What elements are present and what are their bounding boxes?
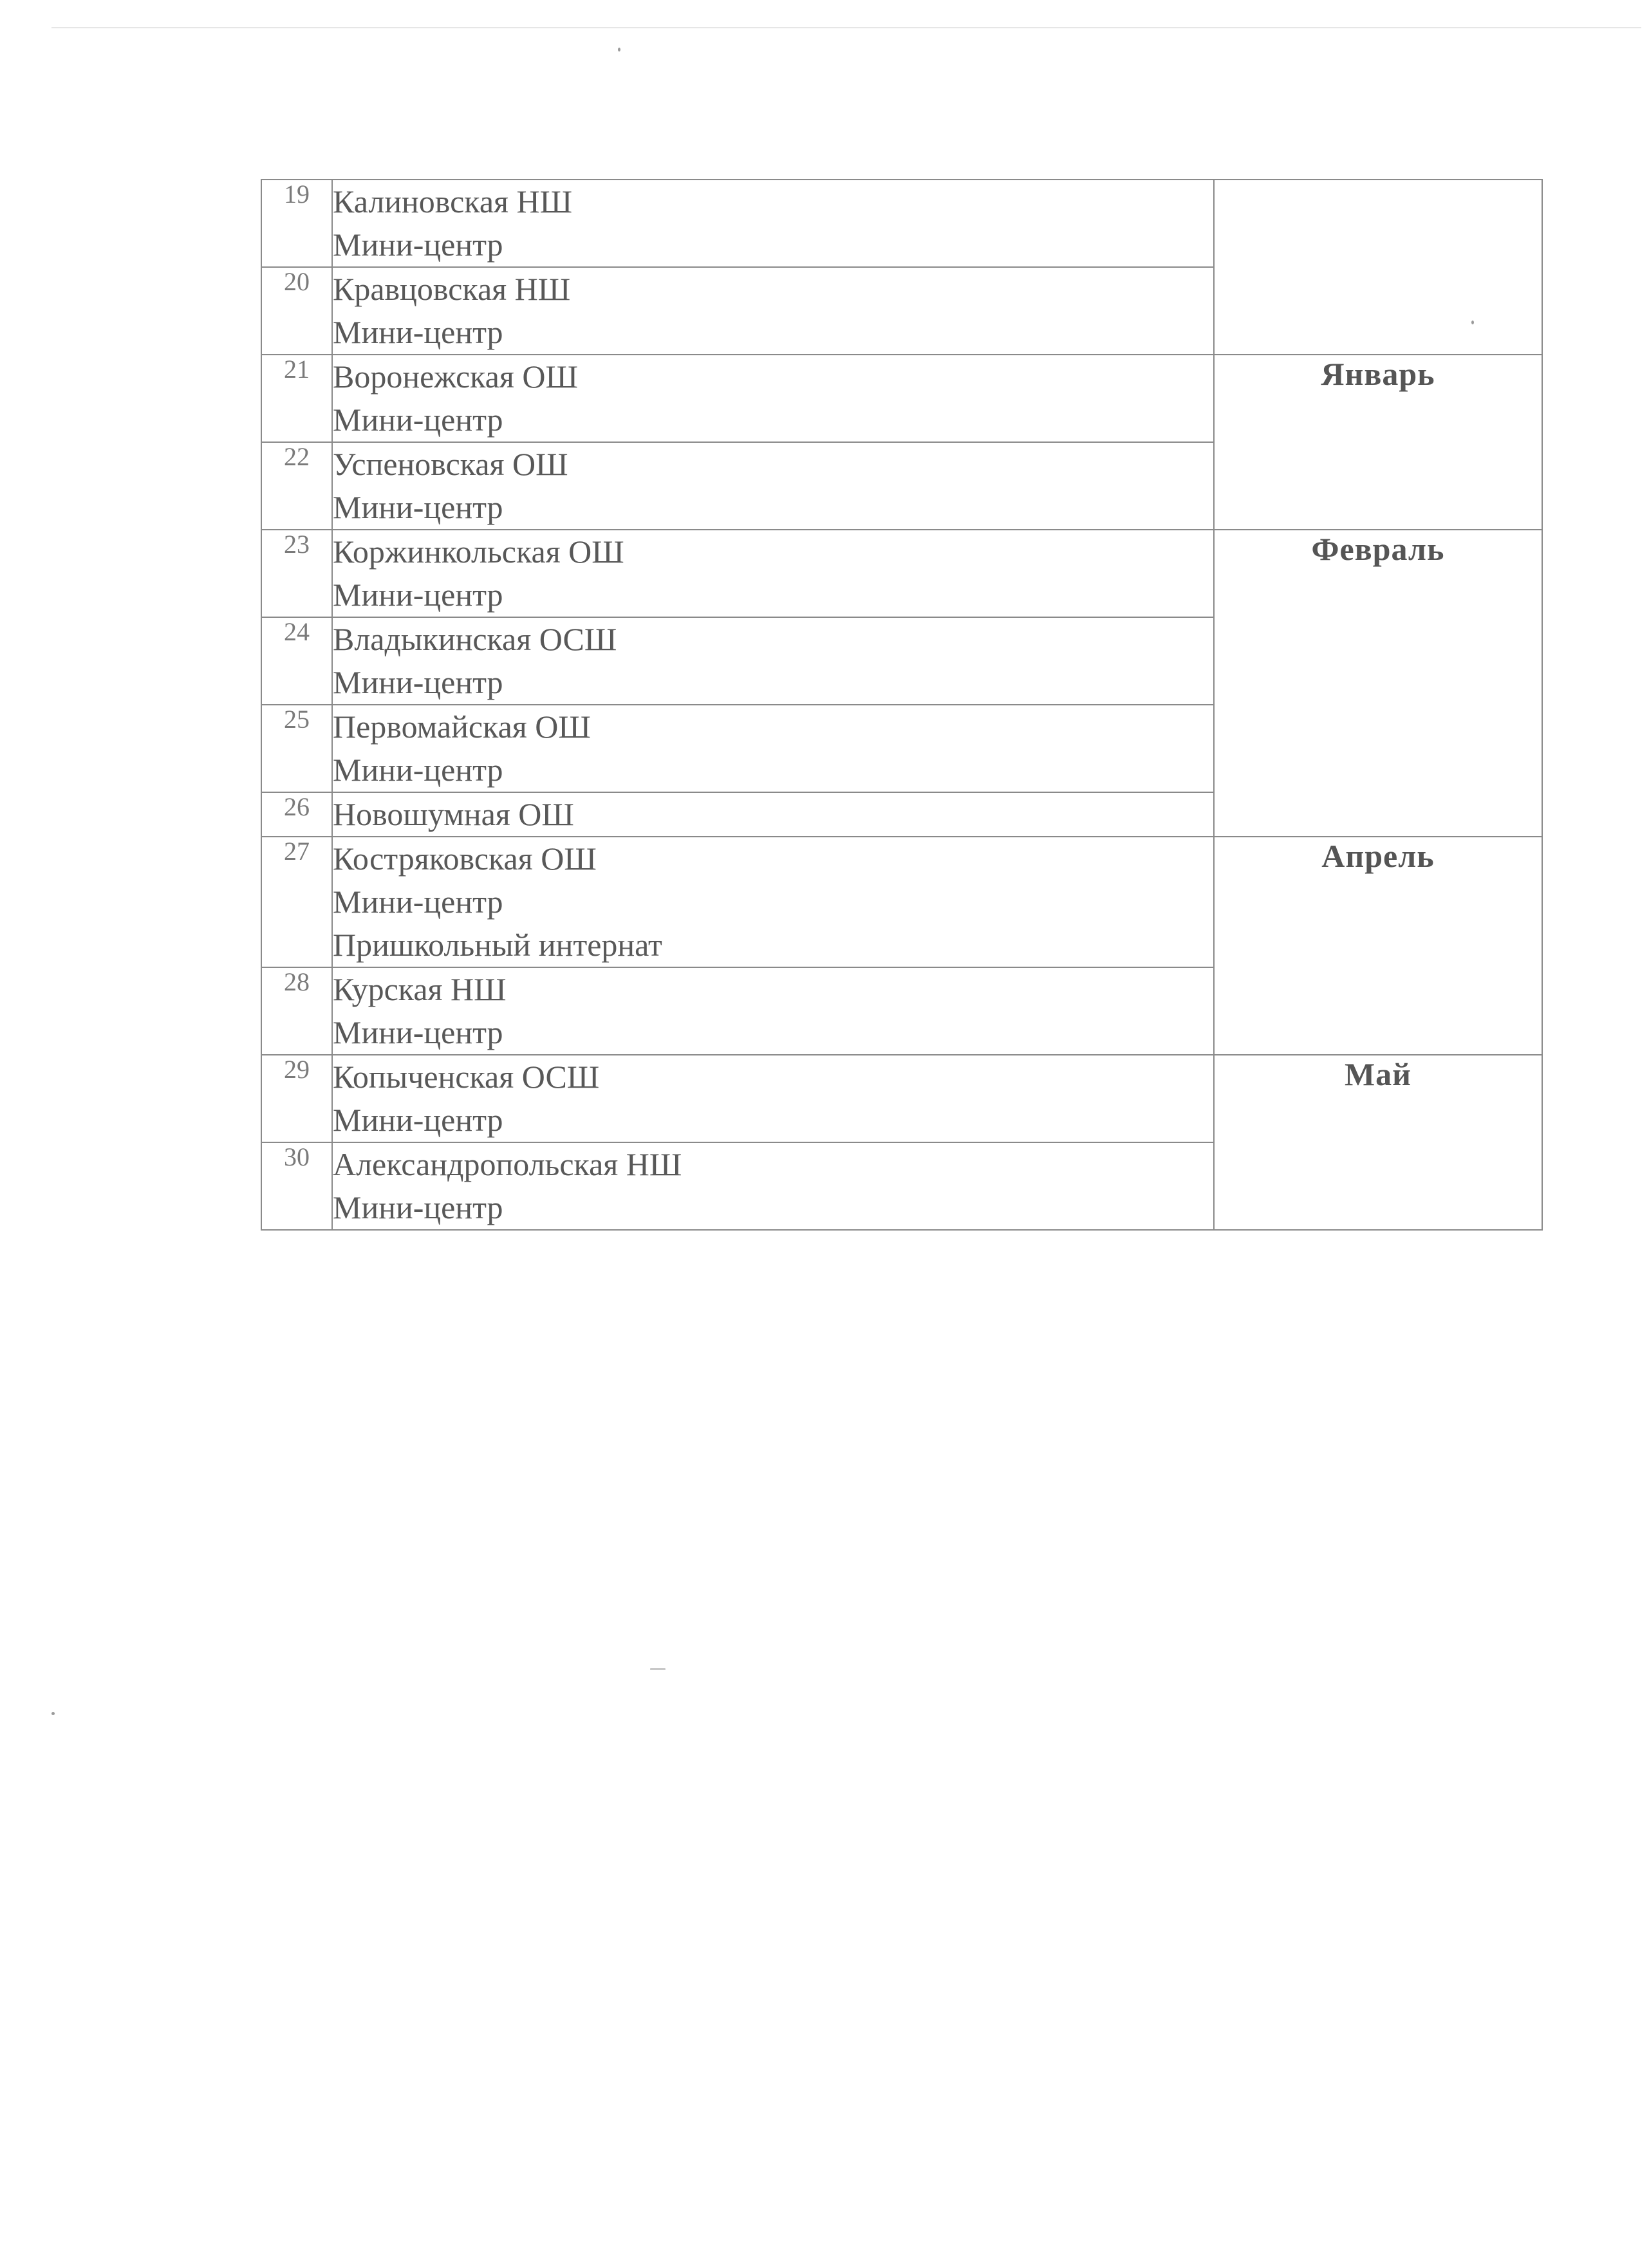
school-name: Новошумная ОШ <box>333 796 574 832</box>
row-number: 30 <box>261 1142 332 1230</box>
school-name: Успеновская ОШ <box>333 446 568 482</box>
school-subunit: Мини-центр <box>333 402 503 438</box>
month-cell: Апрель <box>1214 837 1542 1055</box>
table-row <box>261 530 1542 617</box>
school-name-cell <box>332 1142 1214 1230</box>
school-name-cell <box>332 1055 1214 1142</box>
school-name: Александропольская НШ <box>333 1146 682 1182</box>
row-number: 19 <box>261 180 332 267</box>
row-number: 24 <box>261 617 332 705</box>
school-name-cell <box>332 967 1214 1055</box>
school-name: Воронежская ОШ <box>333 358 578 395</box>
school-subunit: Мини-центр <box>333 884 503 920</box>
table-row <box>261 837 1542 967</box>
month-cell <box>1214 180 1542 355</box>
row-number: 22 <box>261 442 332 530</box>
school-name-cell <box>332 442 1214 530</box>
school-name-cell <box>332 837 1214 967</box>
scan-speck <box>650 1668 666 1670</box>
row-number: 20 <box>261 267 332 355</box>
row-number: 21 <box>261 355 332 442</box>
schedule-table <box>261 179 1543 1231</box>
page-top-edge <box>51 27 1641 28</box>
school-subunit: Мини-центр <box>333 314 503 350</box>
month-cell: Январь <box>1214 355 1542 530</box>
row-number: 25 <box>261 705 332 792</box>
row-number: 26 <box>261 792 332 837</box>
school-subunit: Мини-центр <box>333 577 503 613</box>
school-name-cell <box>332 617 1214 705</box>
school-subunit: Мини-центр <box>333 489 503 525</box>
school-name: Коржинкольская ОШ <box>333 534 624 570</box>
school-name: Первомайская ОШ <box>333 709 591 745</box>
school-name-cell <box>332 792 1214 837</box>
table-row <box>261 355 1542 442</box>
month-cell: Февраль <box>1214 530 1542 837</box>
school-name-cell <box>332 180 1214 267</box>
row-number: 28 <box>261 967 332 1055</box>
school-name: Кравцовская НШ <box>333 271 571 307</box>
school-subunit: Мини-центр <box>333 752 503 788</box>
school-subunit: Мини-центр <box>333 1102 503 1138</box>
school-name: Костряковская ОШ <box>333 841 597 877</box>
table-row <box>261 1055 1542 1142</box>
school-name-cell <box>332 705 1214 792</box>
school-name: Владыкинская ОСШ <box>333 621 617 657</box>
school-name-cell <box>332 355 1214 442</box>
school-subunit: Мини-центр <box>333 227 503 263</box>
school-name: Курская НШ <box>333 971 507 1007</box>
school-subunit: Мини-центр <box>333 1189 503 1225</box>
school-subunit: Пришкольный интернат <box>333 927 662 963</box>
school-name: Копыченская ОСШ <box>333 1059 600 1095</box>
school-name: Калиновская НШ <box>333 183 573 219</box>
month-cell: Май <box>1214 1055 1542 1230</box>
school-name-cell <box>332 530 1214 617</box>
school-subunit: Мини-центр <box>333 664 503 700</box>
row-number: 27 <box>261 837 332 967</box>
table-row <box>261 180 1542 267</box>
row-number: 23 <box>261 530 332 617</box>
row-number: 29 <box>261 1055 332 1142</box>
scan-speck <box>51 1712 55 1715</box>
school-subunit: Мини-центр <box>333 1014 503 1050</box>
school-name-cell <box>332 267 1214 355</box>
scan-speck <box>618 48 620 51</box>
